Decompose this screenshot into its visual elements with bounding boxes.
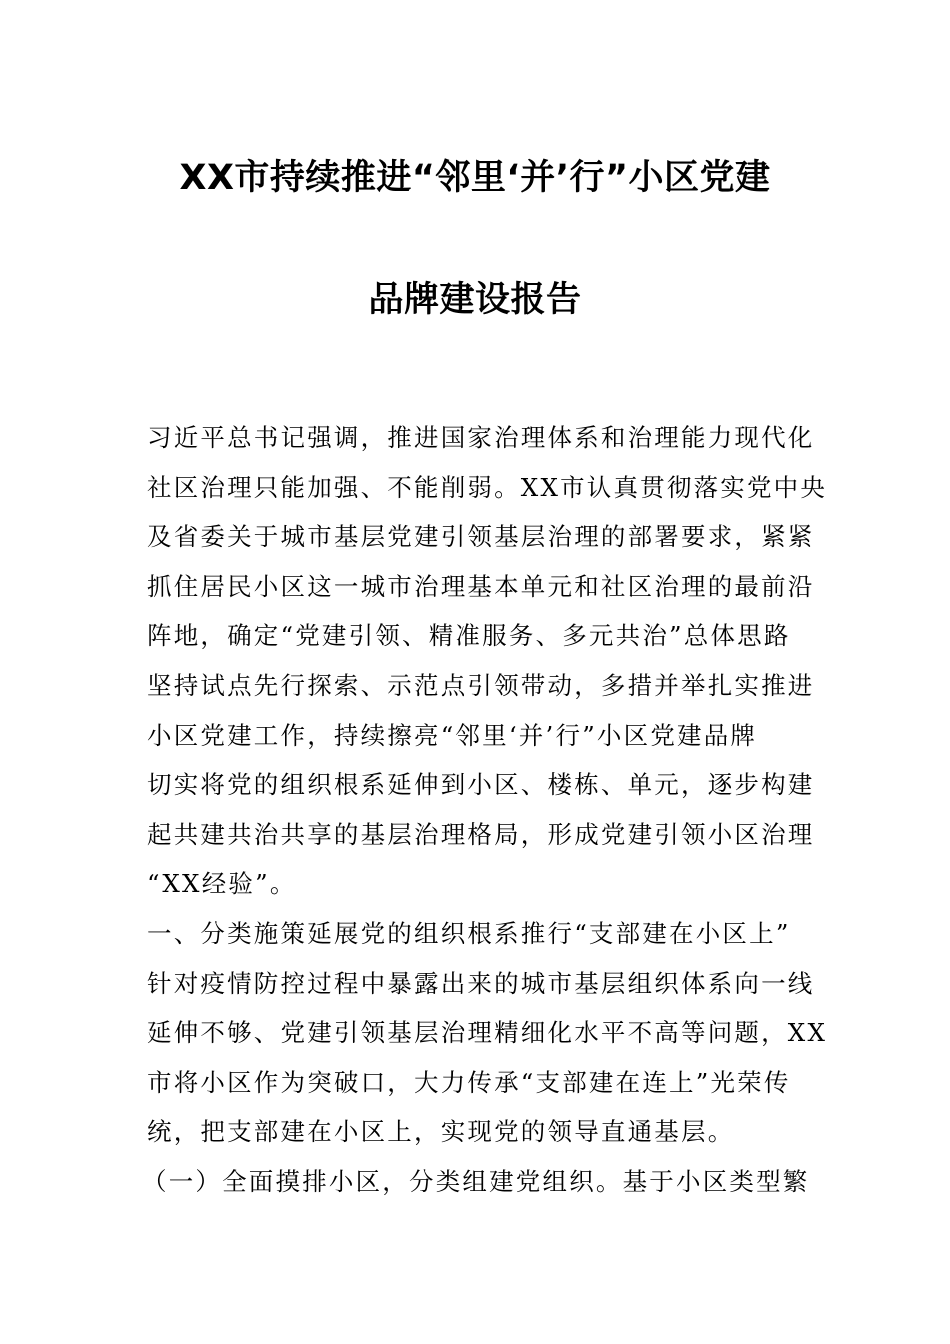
body-line: 针对疫情防控过程中暴露出来的城市基层组织体系向一线 bbox=[147, 968, 815, 998]
body-line: “XX经验”。 bbox=[147, 869, 297, 899]
body-line: 切实将党的组织根系延伸到小区、楼栋、单元，逐步构建 bbox=[147, 770, 815, 800]
section-heading: 一、分类施策延展党的组织根系推行“支部建在小区上” bbox=[147, 918, 791, 948]
body-line: 抓住居民小区这一城市治理基本单元和社区治理的最前沿 bbox=[147, 571, 815, 601]
body-line: 市将小区作为突破口，大力传承“支部建在连上”光荣传 bbox=[147, 1067, 791, 1097]
document-title-line-2: 品牌建设报告 bbox=[368, 280, 582, 320]
body-line: 习近平总书记强调，推进国家治理体系和治理能力现代化 bbox=[147, 423, 815, 452]
body-line: 统，把支部建在小区上，实现党的领导直通基层。 bbox=[147, 1117, 735, 1147]
document-title-line-1: XX市持续推进“邻里‘并’行”小区党建 bbox=[179, 158, 771, 198]
subsection-line: （一）全面摸排小区，分类组建党组织。基于小区类型繁 bbox=[142, 1166, 810, 1196]
body-line: 坚持试点先行探索、示范点引领带动，多措并举扎实推进 bbox=[147, 670, 815, 700]
body-line: 及省委关于城市基层党建引领基层治理的部署要求，紧紧 bbox=[147, 522, 815, 552]
body-line: 小区党建工作，持续擦亮“邻里‘并’行”小区党建品牌 bbox=[147, 720, 758, 750]
body-line: 延伸不够、党建引领基层治理精细化水平不高等问题，XX bbox=[147, 1018, 828, 1048]
body-line: 社区治理只能加强、不能削弱。XX市认真贯彻落实党中央 bbox=[147, 472, 828, 502]
body-line: 起共建共治共享的基层治理格局，形成党建引领小区治理 bbox=[147, 819, 815, 849]
body-line: 阵地，确定“党建引领、精准服务、多元共治”总体思路 bbox=[147, 621, 791, 651]
document-body bbox=[142, 413, 828, 1207]
